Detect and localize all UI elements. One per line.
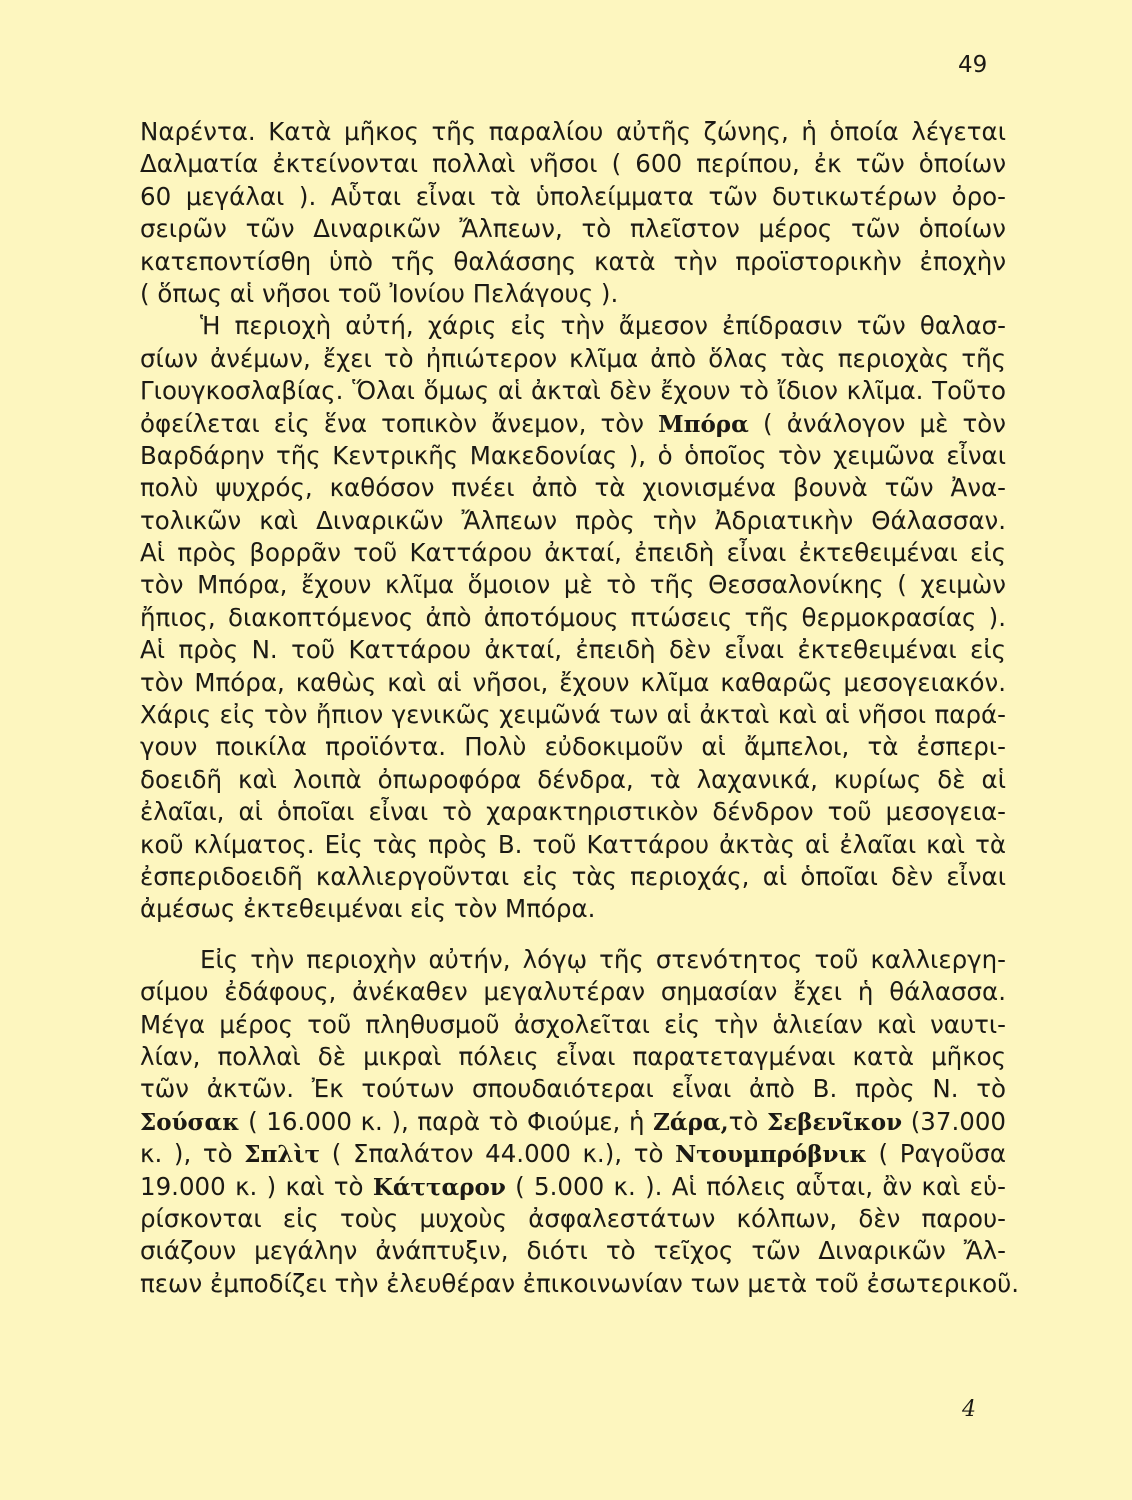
text-line-13: τολικῶν καὶ Διναρικῶν Ἄλπεων πρὸς τὴν Ἀδριατικὴν Θάλασσαν. bbox=[140, 505, 1006, 535]
text-segment: ὀφείλεται εἰς ἕνα τοπικὸν ἄνεμον, τὸν bbox=[140, 408, 659, 438]
text-line-17: Αἱ πρὸς Ν. τοῦ Καττάρου ἀκταί, ἐπειδὴ δὲν εἶναι ἐκτεθειμέναι εἰς bbox=[140, 635, 1006, 665]
text-segment: τὸ bbox=[728, 1106, 767, 1136]
body-text bbox=[140, 116, 1020, 1300]
text-line-16: ἤπιος, διακοπτόμενος ἀπὸ ἀποτόμους πτώσεις τῆς θερμοκρασίας ). bbox=[140, 602, 1006, 632]
text-line-36: πεων ἐμποδίζει τὴν ἐλευθέραν ἐπικοινωνίαν των μετὰ τοῦ ἐσωτερικοῦ. bbox=[140, 1268, 1020, 1298]
text-line-12: πολὺ ψυχρός, καθόσον πνέει ἀπὸ τὰ χιονισμένα βουνὰ τῶν Ἀνα- bbox=[140, 473, 1006, 503]
text-line-27: σίμου ἐδάφους, ἀνέκαθεν μεγαλυτέραν σημασίαν ἔχει ἡ θάλασσα. bbox=[140, 977, 1006, 1007]
bold-term-kattaron: Κάτταρον bbox=[372, 1173, 506, 1201]
text-line-19: Χάρις εἰς τὸν ἤπιον γενικῶς χειμῶνά των αἱ ἀκταὶ καὶ αἱ νῆσοι παρά- bbox=[140, 700, 1006, 730]
text-line-5: κατεποντίσθη ὑπὸ τῆς θαλάσσης κατὰ τὴν προϊστορικὴν ἐποχὴν bbox=[140, 246, 1006, 276]
bold-term-sevenikon: Σεβενῖκον bbox=[766, 1108, 903, 1136]
bold-term-sousak: Σούσακ bbox=[140, 1108, 240, 1136]
text-line-4: σειρῶν τῶν Διναρικῶν Ἄλπεων, τὸ πλεῖστον μέρος τῶν ὁποίων bbox=[140, 214, 1006, 244]
text-line-8: σίων ἀνέμων, ἔχει τὸ ἠπιώτερον κλῖμα ἀπὸ ὅλας τὰς περιοχὰς τῆς bbox=[140, 343, 1006, 373]
text-line-23: κοῦ κλίματος. Εἰς τὰς πρὸς Β. τοῦ Καττάρου ἀκτὰς αἱ ἐλαῖαι καὶ τὰ bbox=[140, 829, 1006, 859]
text-segment: κ. ), τὸ bbox=[140, 1139, 245, 1169]
text-line-1: Ναρέντα. Κατὰ μῆκος τῆς παραλίου αὐτῆς ζώνης, ἡ ὁποία λέγεται bbox=[140, 117, 1006, 146]
text-segment: 19.000 κ. ) καὶ τὸ bbox=[140, 1171, 373, 1201]
text-line-35: σιάζουν μεγάλην ἀνάπτυξιν, διότι τὸ τεῖχος τῶν Διναρικῶν Ἄλ- bbox=[140, 1236, 1006, 1266]
text-line-20: γουν ποικίλα προϊόντα. Πολὺ εὐδοκιμοῦν αἱ ἄμπελοι, τὰ ἐσπερι- bbox=[140, 732, 1006, 762]
text-line-30: τῶν ἀκτῶν. Ἐκ τούτων σπουδαιότεραι εἶναι ἀπὸ Β. πρὸς Ν. τὸ bbox=[140, 1074, 1006, 1104]
text-line-34: ρίσκονται εἰς τοὺς μυχοὺς ἀσφαλεστάτων κόλπων, δὲν παρου- bbox=[140, 1203, 1006, 1233]
text-line-2: Δαλματία ἐκτείνονται πολλαὶ νῆσοι ( 600 περίπου, ἐκ τῶν ὁποίων bbox=[140, 149, 1006, 179]
bold-term-bora: Μπόρα bbox=[658, 410, 749, 438]
text-segment: ( Σπαλάτον 44.000 κ.), τὸ bbox=[320, 1139, 676, 1169]
text-segment: ( ἀνάλογον μὲ τὸν bbox=[748, 408, 1006, 438]
text-line-26: Εἰς τὴν περιοχὴν αὐτήν, λόγῳ τῆς στενότητος τοῦ καλλιεργη- bbox=[200, 944, 1006, 974]
text-line-10 bbox=[140, 408, 1006, 440]
text-line-6: ( ὅπως αἱ νῆσοι τοῦ Ἰονίου Πελάγους ). bbox=[140, 278, 619, 308]
text-line-11: Βαρδάρην τῆς Κεντρικῆς Μακεδονίας ), ὁ ὁποῖος τὸν χειμῶνα εἶναι bbox=[140, 440, 1006, 470]
text-line-15: τὸν Μπόρα, ἔχουν κλῖμα ὅμοιον μὲ τὸ τῆς Θεσσαλονίκης ( χειμὼν bbox=[140, 570, 1006, 600]
paragraph-gap bbox=[140, 926, 1006, 944]
page-number: 49 bbox=[958, 52, 988, 78]
signature-mark: 4 bbox=[962, 1397, 976, 1422]
text-segment: ( Ραγοῦσα bbox=[866, 1139, 1007, 1169]
text-line-29: λίαν, πολλαὶ δὲ μικραὶ πόλεις εἶναι παρατεταγμέναι κατὰ μῆκος bbox=[140, 1041, 1006, 1071]
text-line-3: 60 μεγάλαι ). Αὗται εἶναι τὰ ὑπολείμματα τῶν δυτικωτέρων ὀρο- bbox=[140, 181, 1006, 211]
text-line-25: ἀμέσως ἐκτεθειμέναι εἰς τὸν Μπόρα. bbox=[140, 894, 596, 924]
text-segment: ( 16.000 κ. ), παρὰ τὸ Φιούμε, ἡ bbox=[239, 1106, 654, 1136]
text-segment: ( 5.000 κ. ). Αἱ πόλεις αὗται, ἂν καὶ εὑ- bbox=[505, 1171, 1006, 1201]
text-line-22: ἐλαῖαι, αἱ ὁποῖαι εἶναι τὸ χαρακτηριστικὸν δένδρον τοῦ μεσογεια- bbox=[140, 797, 1006, 827]
text-line-32 bbox=[140, 1138, 1006, 1170]
text-segment: (37.000 bbox=[902, 1106, 1006, 1136]
bold-term-split: Σπλὶτ bbox=[244, 1141, 321, 1169]
bold-term-dubrovnik: Ντουμπρόβνικ bbox=[675, 1141, 867, 1169]
bold-term-zara: Ζάρα, bbox=[653, 1108, 729, 1136]
text-line-9: Γιουγκοσλαβίας. Ὅλαι ὅμως αἱ ἀκταὶ δὲν ἔχουν τὸ ἴδιον κλῖμα. Τοῦτο bbox=[140, 376, 1006, 406]
text-line-18: τὸν Μπόρα, καθὼς καὶ αἱ νῆσοι, ἔχουν κλῖμα καθαρῶς μεσογειακόν. bbox=[140, 667, 1006, 697]
text-line-31 bbox=[140, 1106, 1006, 1138]
text-line-28: Μέγα μέρος τοῦ πληθυσμοῦ ἀσχολεῖται εἰς τὴν ἁλιείαν καὶ ναυτι- bbox=[140, 1009, 1006, 1039]
text-line-7: Ἡ περιοχὴ αὐτή, χάρις εἰς τὴν ἄμεσον ἐπίδρασιν τῶν θαλασ- bbox=[200, 311, 1006, 341]
text-line-33 bbox=[140, 1171, 1006, 1203]
text-line-14: Αἱ πρὸς βορρᾶν τοῦ Καττάρου ἀκταί, ἐπειδὴ εἶναι ἐκτεθειμέναι εἰς bbox=[140, 538, 1006, 568]
text-line-24: ἐσπεριδοειδῆ καλλιεργοῦνται εἰς τὰς περιοχάς, αἱ ὁποῖαι δὲν εἶναι bbox=[140, 861, 1006, 891]
text-line-21: δοειδῆ καὶ λοιπὰ ὀπωροφόρα δένδρα, τὰ λαχανικά, κυρίως δὲ αἱ bbox=[140, 764, 1006, 794]
